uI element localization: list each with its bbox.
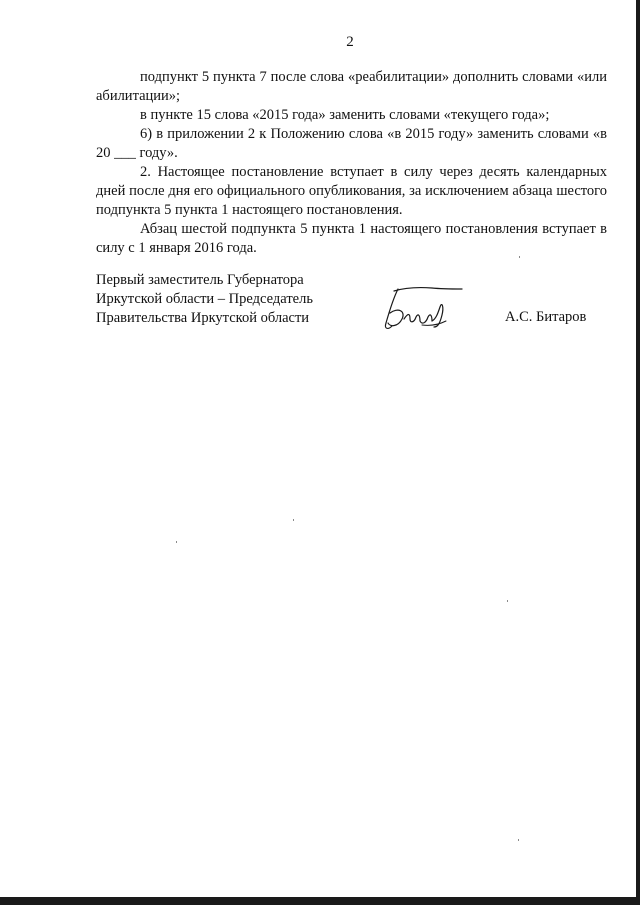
signatory-name: А.С. Битаров — [505, 309, 587, 325]
scan-speck — [518, 839, 519, 841]
scan-speck — [507, 600, 508, 602]
position-line: Иркутской области – Председатель — [96, 291, 313, 307]
scan-border-bottom — [0, 897, 640, 905]
paragraph: подпункт 5 пункта 7 после слова «реабилитации» дополнить словами «или абилитации»; — [96, 69, 607, 104]
handwritten-signature — [376, 283, 466, 333]
paragraph: в пункте 15 слова «2015 года» заменить словами «текущего года»; — [140, 107, 550, 123]
paragraph: Абзац шестой подпункта 5 пункта 1 настоящего постановления вступает в силу с 1 января 2016 года. — [96, 221, 607, 256]
position-line: Правительства Иркутской области — [96, 310, 310, 326]
document-body — [96, 68, 607, 258]
scan-speck — [176, 541, 177, 543]
scan-border-right — [636, 0, 640, 905]
scan-speck — [293, 519, 294, 521]
scan-speck — [519, 256, 520, 258]
signatory-position — [96, 271, 313, 328]
paragraph: 2. Настоящее постановление вступает в силу через десять календарных дней после дня его официального опубликования, за исключением абзаца шестого подпункта 5 пункта 1 настоящего постановления. — [96, 164, 607, 218]
position-line: Первый заместитель Губернатора — [96, 272, 304, 288]
paragraph: 6) в приложении 2 к Положению слова «в 2015 году» заменить словами «в 20 ___ году». — [96, 126, 607, 161]
page-number: 2 — [346, 34, 354, 50]
